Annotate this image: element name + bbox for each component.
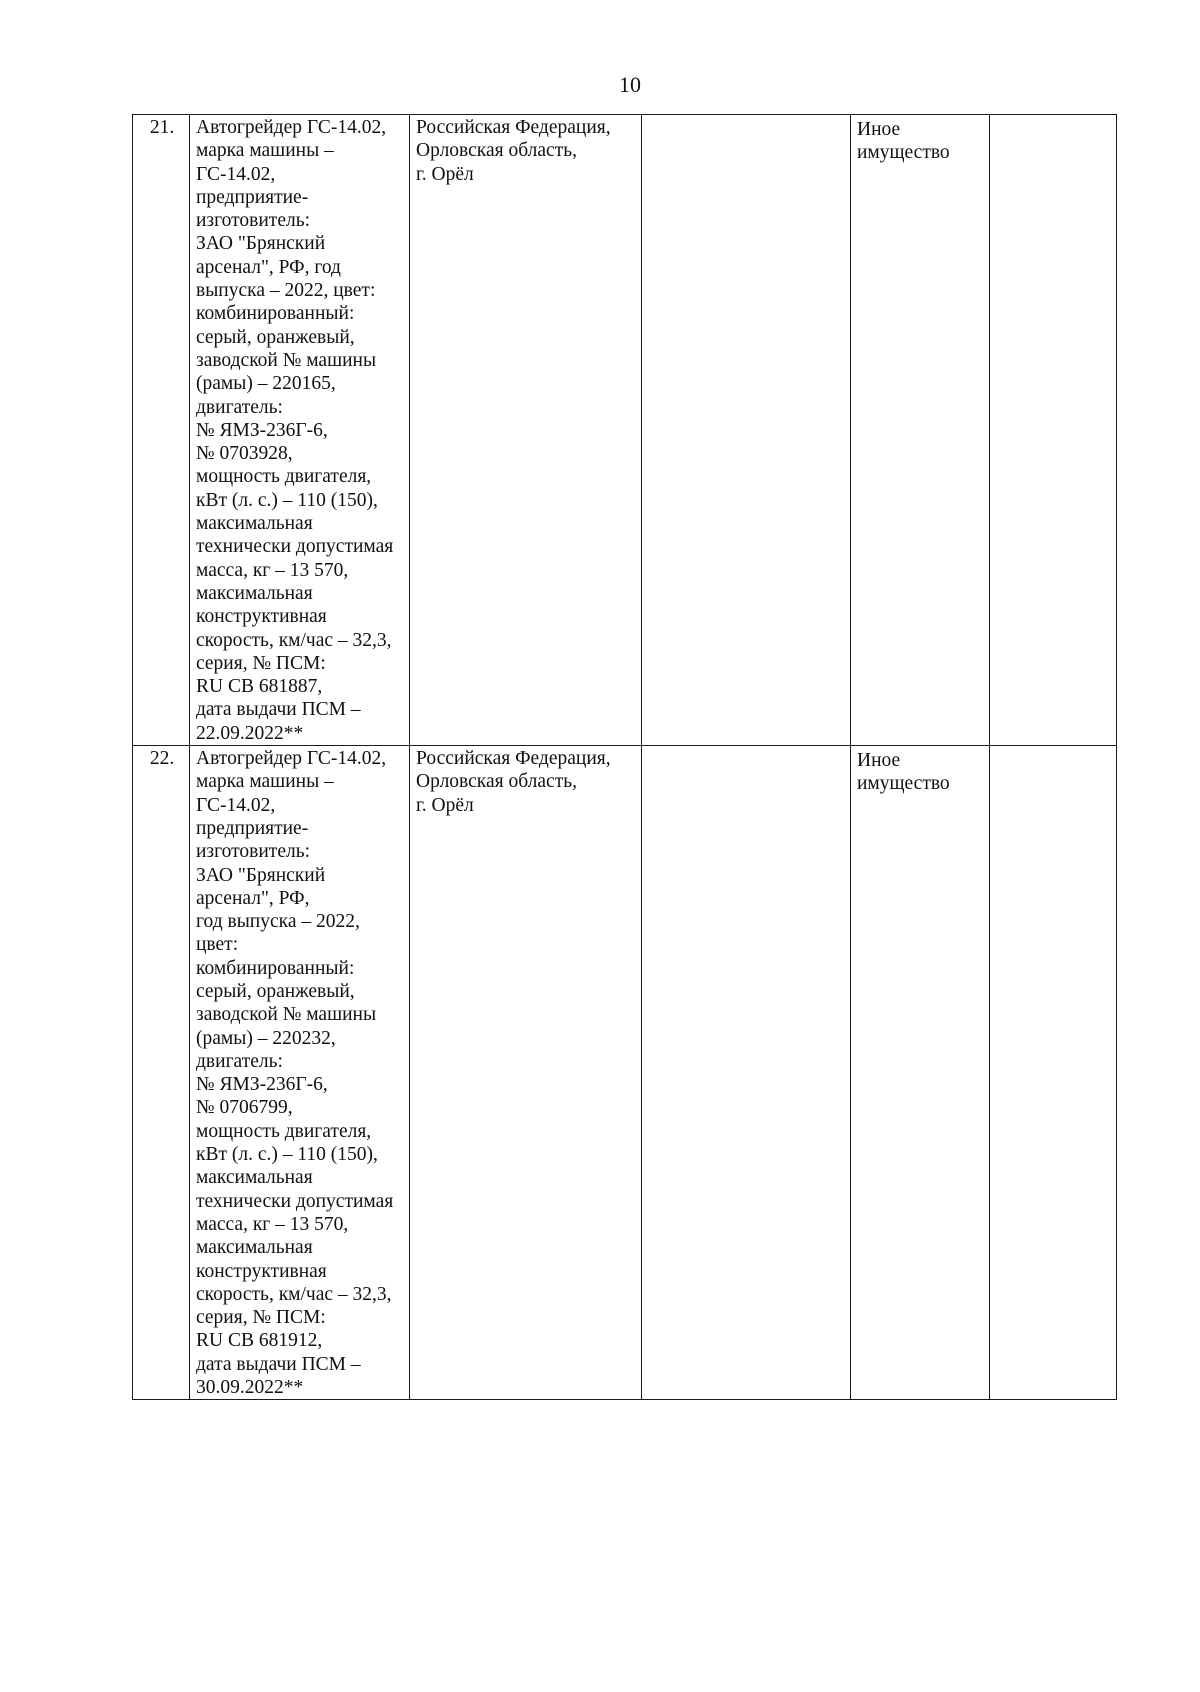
description-line: серия, № ПСМ:: [196, 652, 326, 674]
description-line: серый, оранжевый,: [196, 980, 355, 1002]
description-line: максимальная: [196, 513, 313, 535]
description-line: марка машины –: [196, 140, 334, 162]
description-line: заводской № машины: [196, 1004, 377, 1026]
description-line: арсенал", РФ, год: [196, 256, 341, 278]
description-line: арсенал", РФ,: [196, 887, 310, 909]
location-line: г. Орёл: [416, 794, 474, 816]
location-line: Российская Федерация,: [416, 117, 611, 138]
property-location-cell: [410, 115, 642, 746]
description-line: двигатель:: [196, 1050, 283, 1072]
empty-cell: [990, 746, 1117, 1400]
type-line: имущество: [857, 773, 950, 795]
description-line: № 0706799,: [196, 1097, 293, 1119]
description-line: ЗАО "Брянский: [196, 233, 326, 255]
description-line: технически допустимая: [196, 1190, 394, 1212]
description-line: 22.09.2022**: [196, 722, 304, 744]
description-line: кВт (л. с.) – 110 (150),: [196, 489, 378, 511]
description-line: конструктивная: [196, 1260, 327, 1282]
description-line: дата выдачи ПСМ –: [196, 1353, 361, 1375]
description-line: ГС-14.02,: [196, 163, 276, 185]
description-line: (рамы) – 220232,: [196, 1027, 336, 1049]
location-line: Орловская область,: [416, 140, 577, 162]
description-line: скорость, км/час – 32,3,: [196, 1283, 392, 1305]
description-line: № 0703928,: [196, 443, 293, 465]
type-line: имущество: [857, 142, 950, 164]
description-line: ЗАО "Брянский: [196, 864, 326, 886]
location-line: г. Орёл: [416, 163, 474, 185]
property-table: [132, 114, 1117, 1400]
description-line: марка машины –: [196, 771, 334, 793]
description-line: скорость, км/час – 32,3,: [196, 629, 392, 651]
description-line: конструктивная: [196, 606, 327, 628]
description-line: (рамы) – 220165,: [196, 373, 336, 395]
description-line: цвет:: [196, 934, 239, 956]
description-line: предприятие-: [196, 186, 309, 208]
description-line: серия, № ПСМ:: [196, 1307, 326, 1329]
description-line: Автогрейдер ГС-14.02,: [196, 748, 387, 770]
location-line: Орловская область,: [416, 771, 577, 793]
description-line: предприятие-: [196, 817, 309, 839]
description-line: комбинированный:: [196, 303, 355, 325]
location-line: Российская Федерация,: [416, 748, 611, 770]
description-line: RU СВ 681887,: [196, 676, 323, 698]
description-line: максимальная: [196, 1237, 313, 1259]
type-line: Иное: [857, 119, 901, 140]
description-line: № ЯМЗ-236Г-6,: [196, 419, 328, 441]
description-line: дата выдачи ПСМ –: [196, 699, 361, 721]
description-line: мощность двигателя,: [196, 1120, 372, 1142]
description-line: масса, кг – 13 570,: [196, 559, 349, 581]
description-line: год выпуска – 2022,: [196, 911, 360, 933]
table-row: [133, 115, 1117, 746]
description-line: серый, оранжевый,: [196, 326, 355, 348]
row-number-cell: 21.: [133, 115, 190, 746]
empty-cell: [642, 746, 851, 1400]
description-line: 30.09.2022**: [196, 1377, 304, 1399]
description-line: выпуска – 2022, цвет:: [196, 280, 376, 302]
property-description-cell: [190, 115, 410, 746]
description-line: кВт (л. с.) – 110 (150),: [196, 1144, 378, 1166]
row-number-cell: 22.: [133, 746, 190, 1400]
description-line: комбинированный:: [196, 957, 355, 979]
property-location-cell: [410, 746, 642, 1400]
description-line: RU СВ 681912,: [196, 1330, 323, 1352]
page-number: 10: [619, 72, 641, 97]
description-line: технически допустимая: [196, 536, 394, 558]
property-type-cell: [851, 746, 990, 1400]
type-line: Иное: [857, 750, 901, 772]
description-line: № ЯМЗ-236Г-6,: [196, 1074, 328, 1096]
description-line: ГС-14.02,: [196, 794, 276, 816]
table-row: [133, 746, 1117, 1400]
description-line: заводской № машины: [196, 349, 377, 371]
description-line: Автогрейдер ГС-14.02,: [196, 117, 387, 138]
description-line: двигатель:: [196, 396, 283, 418]
property-type-cell: [851, 115, 990, 746]
empty-cell: [642, 115, 851, 746]
property-description-cell: [190, 746, 410, 1400]
description-line: масса, кг – 13 570,: [196, 1213, 349, 1235]
description-line: максимальная: [196, 582, 313, 604]
description-line: изготовитель:: [196, 210, 311, 232]
description-line: максимальная: [196, 1167, 313, 1189]
empty-cell: [990, 115, 1117, 746]
description-line: мощность двигателя,: [196, 466, 372, 488]
description-line: изготовитель:: [196, 841, 311, 863]
